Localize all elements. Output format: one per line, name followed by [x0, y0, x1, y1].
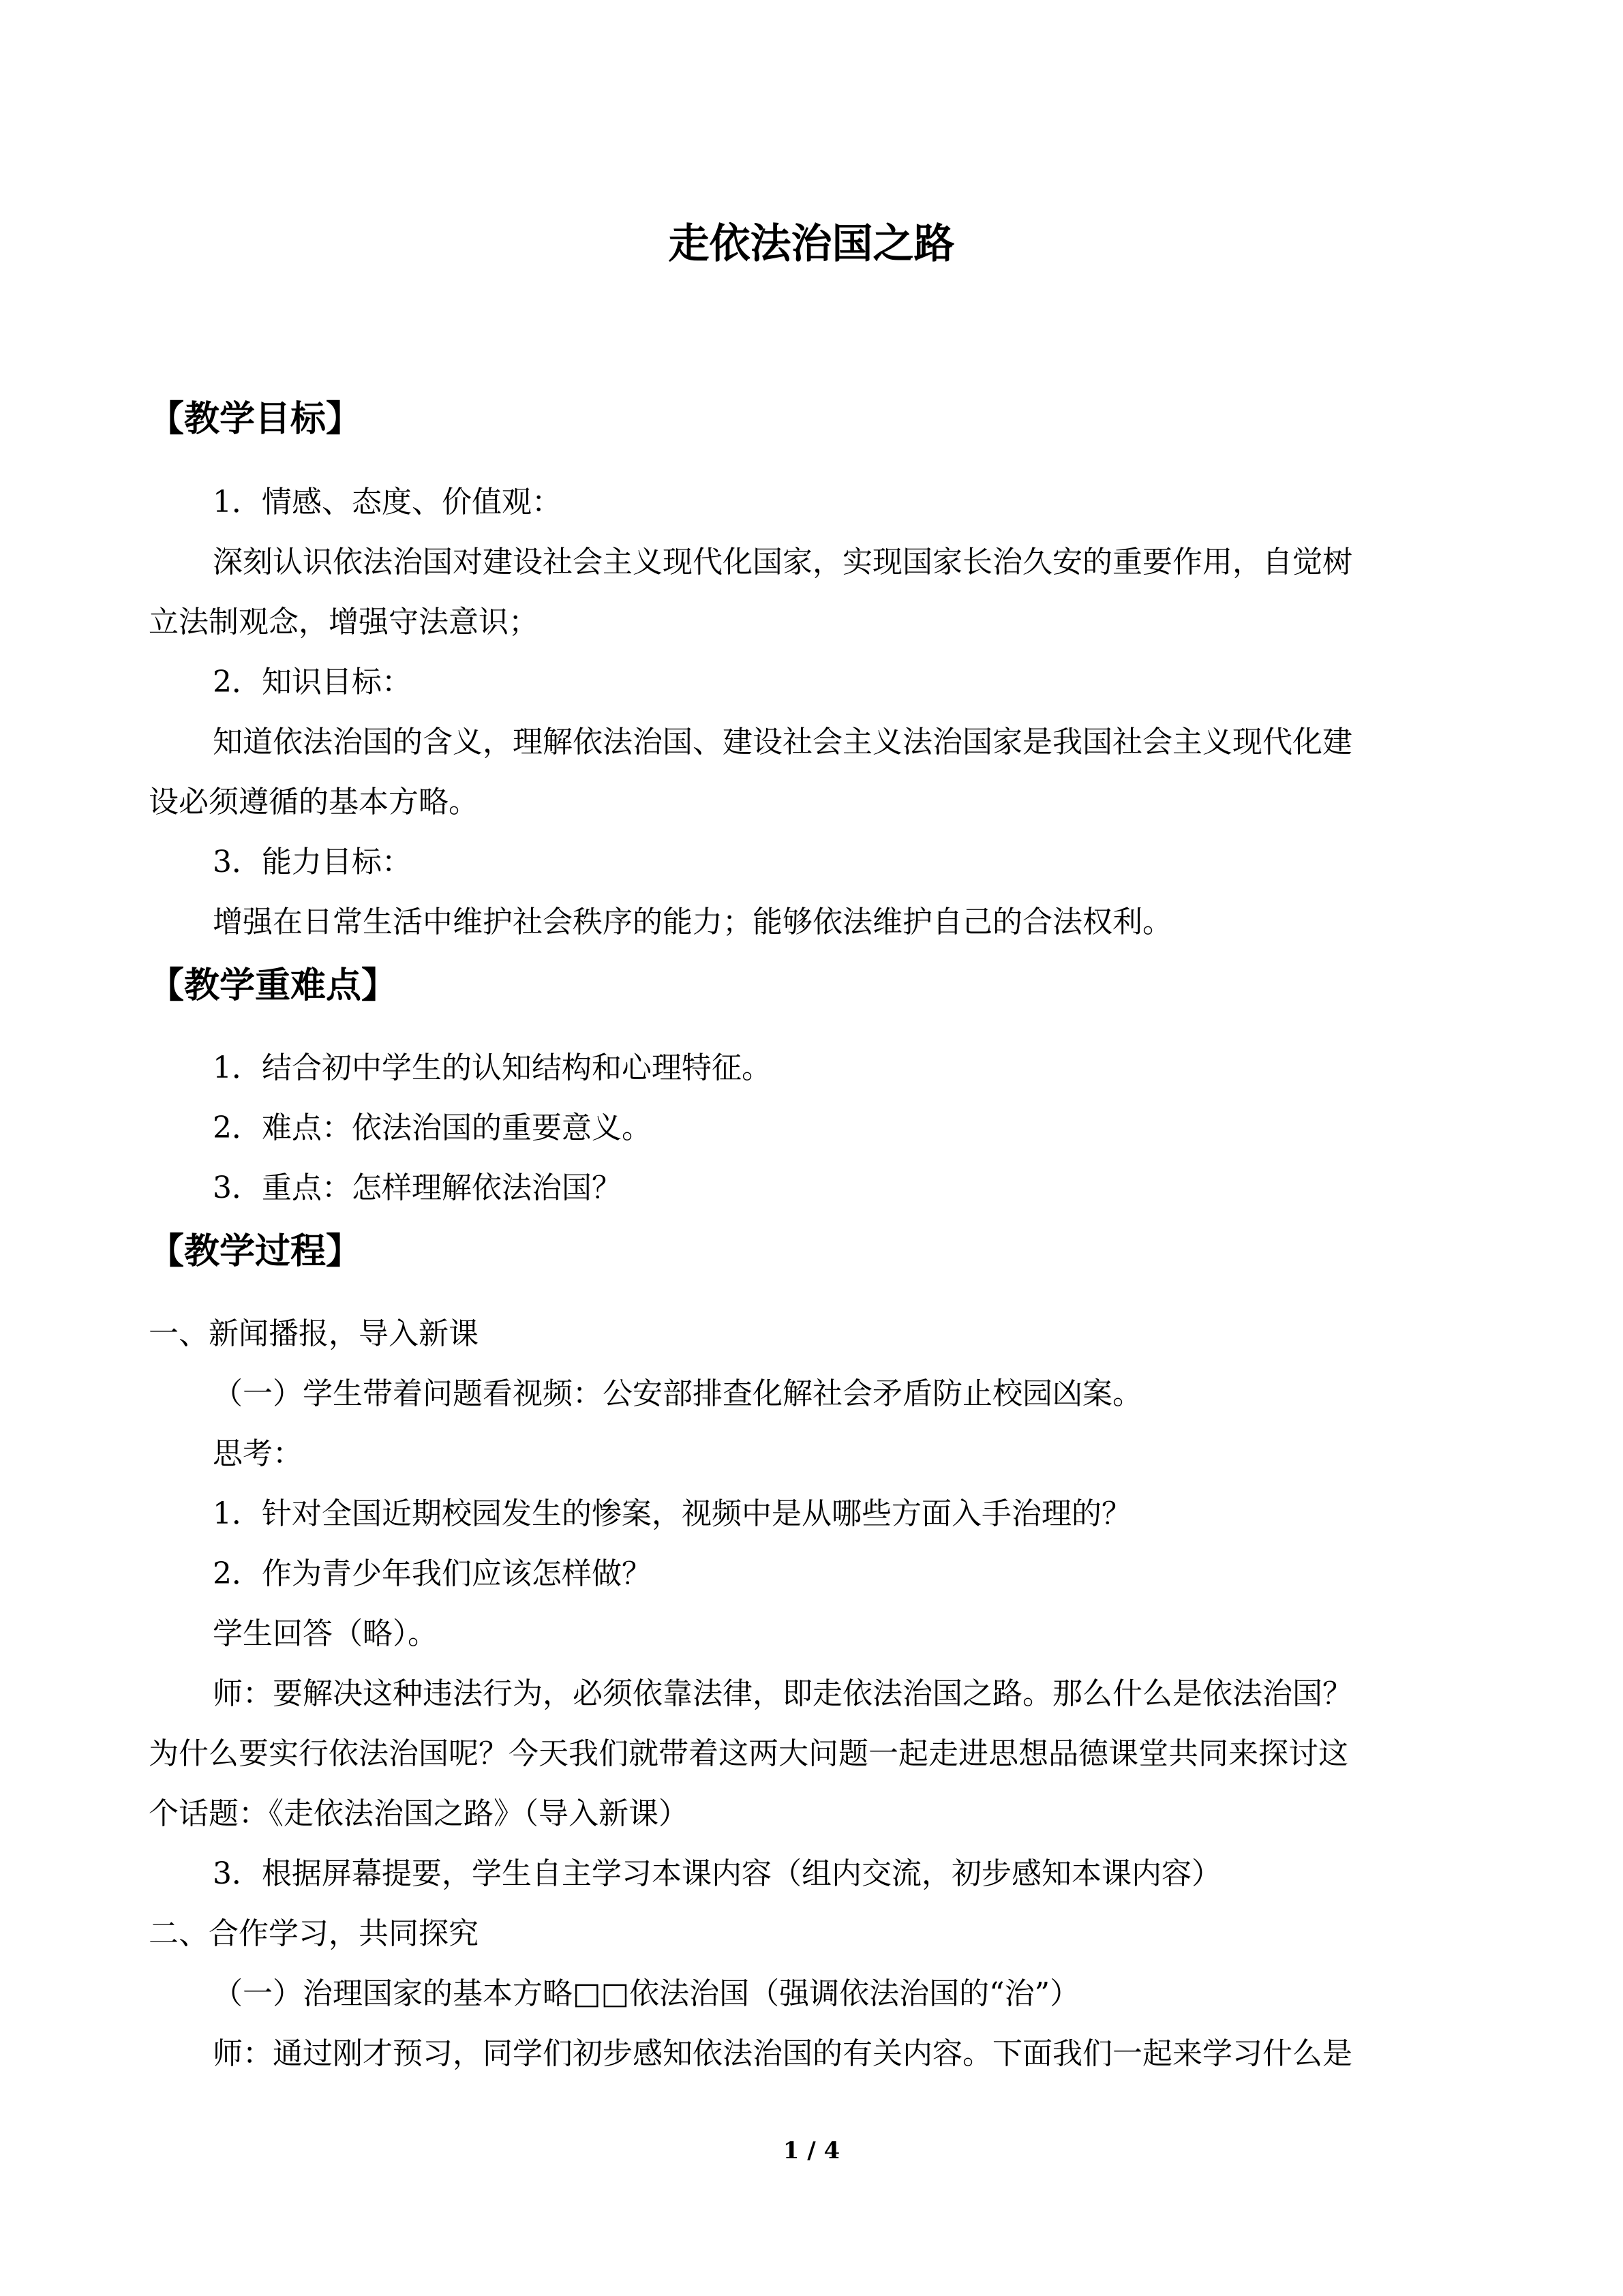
objectives-line: 1．情感、态度、价值观： [213, 485, 562, 519]
document-title: 走依法治国之路 [668, 220, 955, 268]
key-points-line: 1．结合初中学生的认知结构和心理特征。 [213, 1051, 772, 1085]
objectives-line: 2．知识目标： [213, 665, 412, 699]
objectives-line: 3．能力目标： [213, 845, 412, 879]
process-line: （一）学生带着问题看视频：公安部排查化解社会矛盾防止校园凶案。 [213, 1376, 1142, 1411]
process-line: 二、合作学习，共同探究 [149, 1916, 479, 1951]
objectives-line: 立法制观念，增强守法意识； [149, 605, 539, 639]
process-line: 1．针对全国近期校园发生的惨案，视频中是从哪些方面入手治理的？ [213, 1496, 1132, 1531]
heading-process: 【教学过程】 [149, 1231, 362, 1272]
objectives-line: 深刻认识依法治国对建设社会主义现代化国家，实现国家长治久安的重要作用，自觉树 [213, 545, 1352, 579]
heading-objectives: 【教学目标】 [149, 399, 362, 440]
key-points-line: 3．重点：怎样理解依法治国？ [213, 1170, 622, 1205]
process-line: 2．作为青少年我们应该怎样做？ [213, 1556, 652, 1591]
process-line: 思考： [213, 1436, 303, 1471]
process-line: 个话题：《走依法治国之路》（导入新课） [149, 1796, 688, 1831]
objectives-line: 设必须遵循的基本方略。 [149, 785, 479, 819]
heading-key-points: 【教学重难点】 [149, 965, 397, 1006]
process-line: （一）治理国家的基本方略□□依法治国（强调依法治国的“治”） [213, 1976, 1080, 2011]
process-line: 一、新闻播报，导入新课 [149, 1316, 479, 1351]
process-line: 师：通过刚才预习，同学们初步感知依法治国的有关内容。下面我们一起来学习什么是 [213, 2036, 1352, 2071]
objectives-line: 增强在日常生活中维护社会秩序的能力；能够依法维护自己的合法权利。 [213, 905, 1172, 939]
process-line: 为什么要实行依法治国呢？今天我们就带着这两大问题一起走进思想品德课堂共同来探讨这 [149, 1736, 1348, 1771]
page-number: 1 / 4 [783, 2137, 840, 2164]
process-line: 学生回答（略）。 [213, 1616, 438, 1651]
objectives-line: 知道依法治国的含义，理解依法治国、建设社会主义法治国家是我国社会主义现代化建 [213, 725, 1352, 759]
key-points-line: 2．难点：依法治国的重要意义。 [213, 1111, 652, 1145]
process-line: 师：要解决这种违法行为，必须依靠法律，即走依法治国之路。那么什么是依法治国？ [213, 1676, 1352, 1711]
process-line: 3．根据屏幕提要，学生自主学习本课内容（组内交流，初步感知本课内容） [213, 1856, 1222, 1891]
